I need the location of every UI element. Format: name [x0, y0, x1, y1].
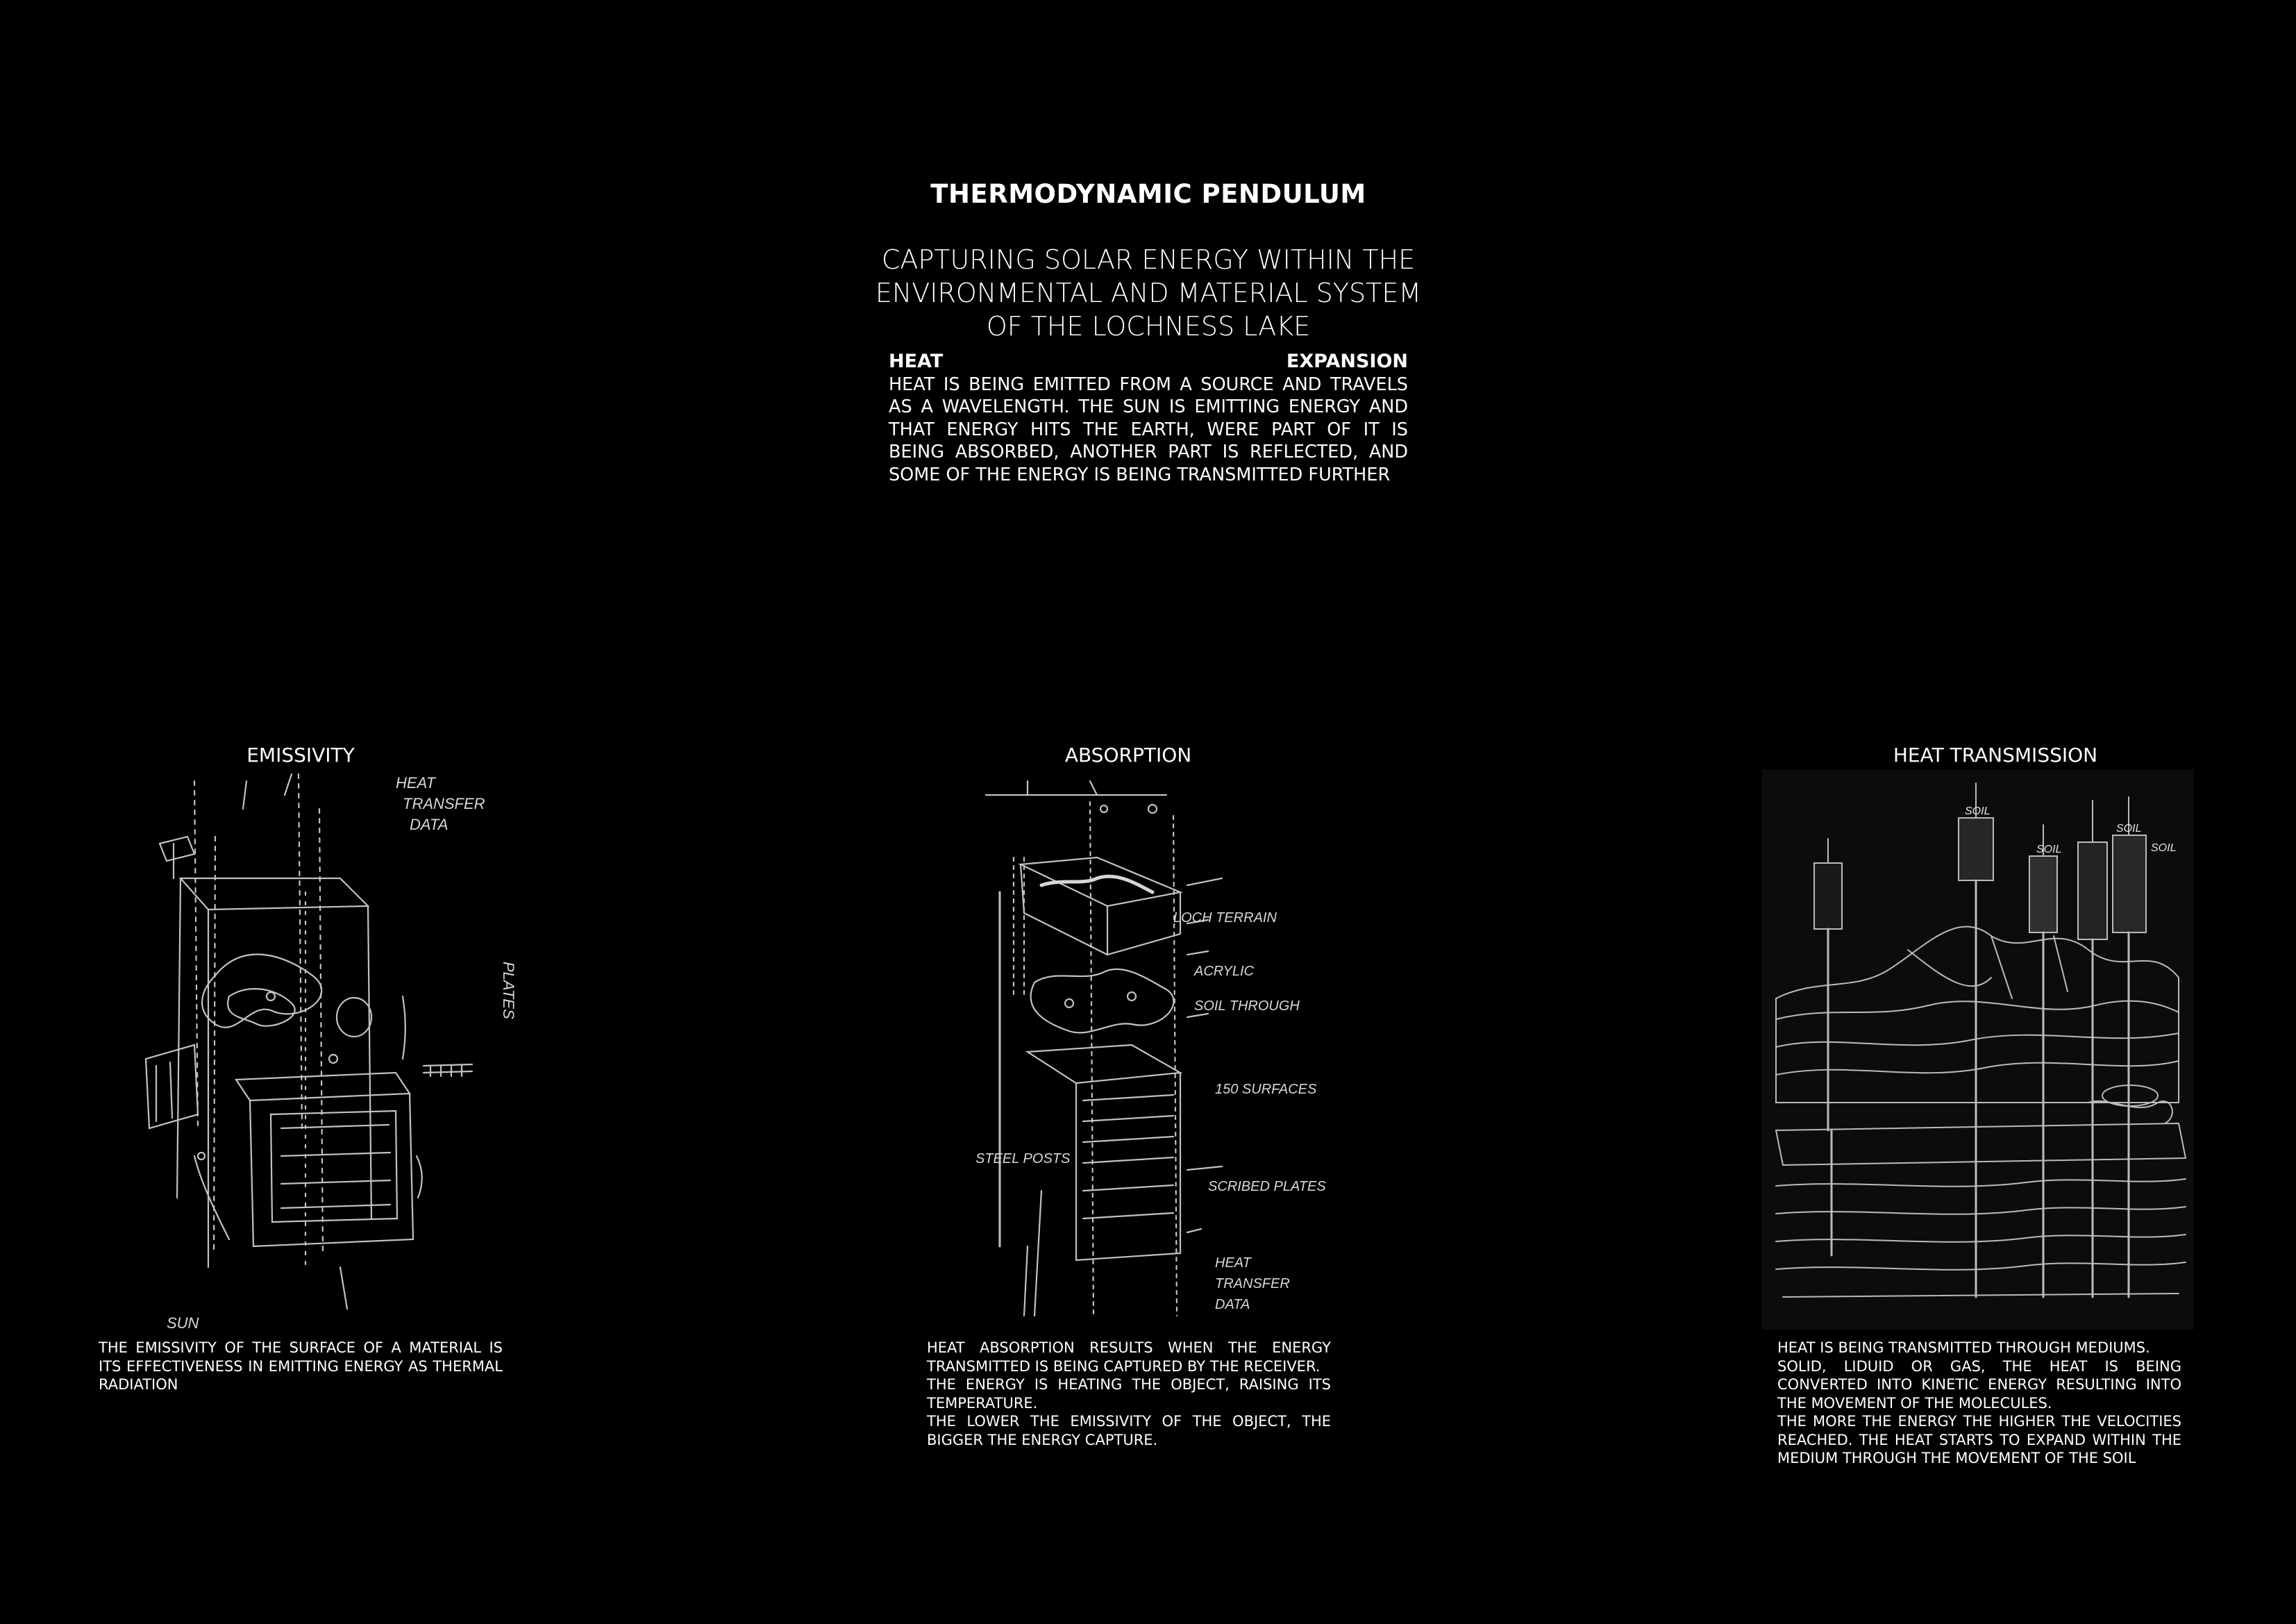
heat-expansion-heading	[889, 351, 1408, 374]
sketch-note: STEEL POSTS	[975, 1151, 1071, 1166]
caption-absorption	[927, 1339, 1331, 1449]
sketch-note: SOIL THROUGH	[1194, 998, 1300, 1014]
page-title: THERMODYNAMIC PENDULUM	[930, 179, 1366, 209]
caption-paragraph: HEAT ABSORPTION RESULTS WHEN THE ENERGY TRANSMITTED IS BEING CAPTURED BY THE RECEIVER.	[927, 1339, 1331, 1375]
subtitle-line: CAPTURING SOLAR ENERGY WITHIN THE	[881, 244, 1416, 275]
caption-paragraph: THE ENERGY IS HEATING THE OBJECT, RAISING ITS TEMPERATURE.	[927, 1376, 1331, 1412]
sketch-note: LOCH TERRAIN	[1173, 910, 1277, 926]
section-title-emissivity: EMISSIVITY	[246, 744, 355, 767]
subtitle-line: ENVIRONMENTAL AND MATERIAL SYSTEM	[875, 278, 1422, 308]
caption-emissivity	[99, 1339, 503, 1394]
sketch-note: SOIL	[2036, 844, 2062, 855]
emissivity-sketch-icon	[132, 767, 521, 1333]
sketch-note: SCRIBED PLATES	[1208, 1179, 1326, 1194]
sketch-note: PLATES	[500, 962, 517, 1019]
subtitle-line: OF THE LOCHNESS LAKE	[986, 311, 1311, 342]
sketch-note: TRANSFER	[403, 795, 485, 812]
sketch-note: HEAT	[396, 774, 436, 792]
caption-paragraph: THE LOWER THE EMISSIVITY OF THE OBJECT, THE BIGGER THE ENERGY CAPTURE.	[927, 1413, 1331, 1448]
sketch-note: 150 SURFACES	[1215, 1082, 1317, 1097]
sketch-note: ACRYLIC	[1194, 964, 1254, 979]
section-title-absorption: ABSORPTION	[1064, 744, 1192, 767]
caption-paragraph: HEAT IS BEING TRANSMITTED THROUGH MEDIUMS.	[1777, 1339, 2150, 1356]
page-subtitle	[833, 243, 1464, 343]
absorption-sketch-icon	[958, 774, 1347, 1333]
sketch-note: SOIL	[2151, 842, 2177, 854]
caption-paragraph: THE MORE THE ENERGY THE HIGHER THE VELOCITIES REACHED. THE HEAT STARTS TO EXPAND WITHIN THE MEDIUM THROUGH THE MOVEMENT OF THE SOIL	[1777, 1413, 2181, 1466]
caption-paragraph: THE EMISSIVITY OF THE SURFACE OF A MATERIAL IS ITS EFFECTIVENESS IN EMITTING ENERGY AS THERMAL RADIATION	[99, 1339, 503, 1393]
heat-expansion-block	[889, 351, 1408, 486]
sketch-note: SUN	[167, 1314, 199, 1332]
heat-expansion-text: HEAT IS BEING EMITTED FROM A SOURCE AND TRAVELS AS A WAVELENGTH. THE SUN IS EMITTING ENERGY AND THAT ENERGY HITS THE EARTH, WERE PART OF IT IS BEING ABSORBED, ANOTHER PART IS REFLECTED, AND SOME OF THE ENERGY IS BEING TRANSMITTED FURTHER	[889, 374, 1408, 485]
sketch-note: DATA	[1215, 1297, 1250, 1312]
sketch-note: SOIL	[1965, 805, 1991, 817]
section-title-heat-transmission: HEAT TRANSMISSION	[1893, 744, 2098, 767]
sketch-note: DATA	[410, 816, 449, 833]
sketch-note: TRANSFER	[1215, 1276, 1290, 1291]
heat-transmission-sketch-icon	[1762, 769, 2194, 1330]
caption-paragraph: SOLID, LIDUID OR GAS, THE HEAT IS BEING CONVERTED INTO KINETIC ENERGY RESULTING INTO THE MOVEMENT OF THE MOLECULES.	[1777, 1357, 2181, 1412]
heading-heat: HEAT	[889, 351, 944, 372]
sketch-note: SOIL	[2116, 823, 2142, 835]
heading-expansion: EXPANSION	[1286, 351, 1408, 372]
caption-heat-transmission	[1777, 1339, 2181, 1468]
sketch-note: HEAT	[1215, 1255, 1251, 1271]
